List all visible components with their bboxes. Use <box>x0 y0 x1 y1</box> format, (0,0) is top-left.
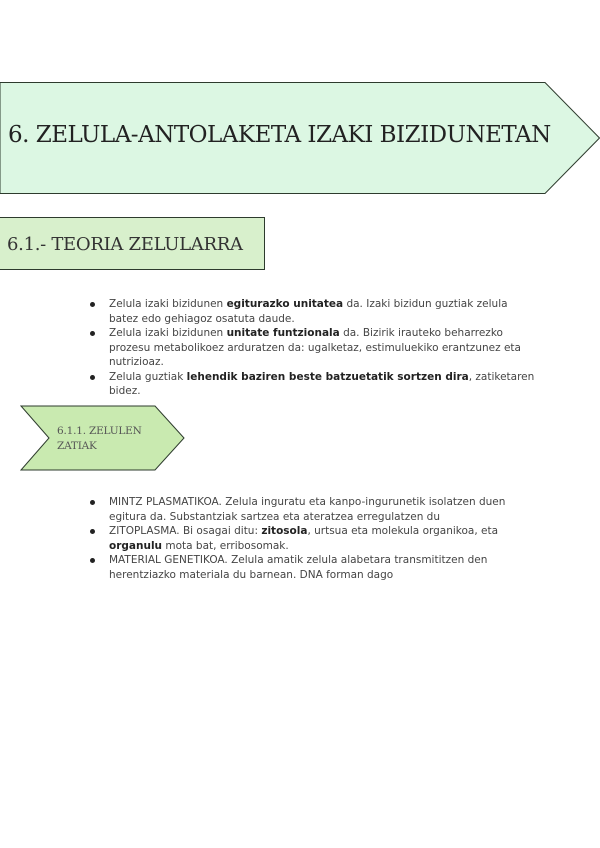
item-text: mota bat, erribosomak. <box>162 539 289 552</box>
item-text: , urtsua eta molekula organikoa, eta <box>307 525 499 537</box>
item-text: MATERIAL GENETIKOA. Zelula amatik zelula alabetara transmititzen den herentziazko materiala du barnean. DNA forman dago <box>109 554 488 581</box>
subsection-title <box>57 424 157 454</box>
item-text: Zelula izaki bizidunen <box>109 327 227 339</box>
item-emphasis: lehendik baziren beste batzuetatik sortzen dira <box>186 370 469 383</box>
section-title: 6.1.- TEORIA ZELULARRA <box>7 234 243 255</box>
item-emphasis: unitate funtzionala <box>226 327 340 339</box>
list-item <box>88 370 538 399</box>
subsection-heading <box>20 405 185 471</box>
list-item <box>88 524 538 553</box>
item-text: ZITOPLASMA. Bi osagai ditu: <box>109 525 262 537</box>
list-item <box>88 297 538 326</box>
item-text: Zelula izaki bizidunen <box>109 298 227 310</box>
section-heading-box <box>0 217 265 270</box>
subsection-title-line: ZATIAK <box>57 440 97 452</box>
list-item <box>88 495 538 524</box>
item-text: Zelula guztiak <box>109 370 187 383</box>
theory-bullet-list <box>88 297 538 399</box>
item-text: da. Bizirik irauteko beharrezko prozesu metabolikoez arduratzen da: ugalketaz, estimuluekiko erantzunez eta nutrizioaz. <box>109 327 521 368</box>
page-title: 6. ZELULA-ANTOLAKETA IZAKI BIZIDUNETAN <box>8 122 551 148</box>
item-emphasis: egiturazko unitatea <box>226 298 344 310</box>
cell-parts-bullet-list <box>88 495 538 582</box>
item-emphasis: zitosola <box>261 525 308 537</box>
item-text: , zatiketaren bidez. <box>109 370 535 397</box>
item-emphasis: organulu <box>109 539 163 552</box>
list-item <box>88 326 538 370</box>
item-text: da. Izaki bizidun guztiak zelula batez edo gehiagoz osatuta daude. <box>109 298 508 325</box>
item-text: MINTZ PLASMATIKOA. Zelula inguratu eta kanpo-ingurunetik isolatzen duen egitura da. Substantziak sartzea eta ateratzea erregulatzen du <box>109 496 506 523</box>
subsection-title-line: 6.1.1. ZELULEN <box>57 425 142 437</box>
title-banner <box>0 82 600 194</box>
list-item <box>88 553 538 582</box>
